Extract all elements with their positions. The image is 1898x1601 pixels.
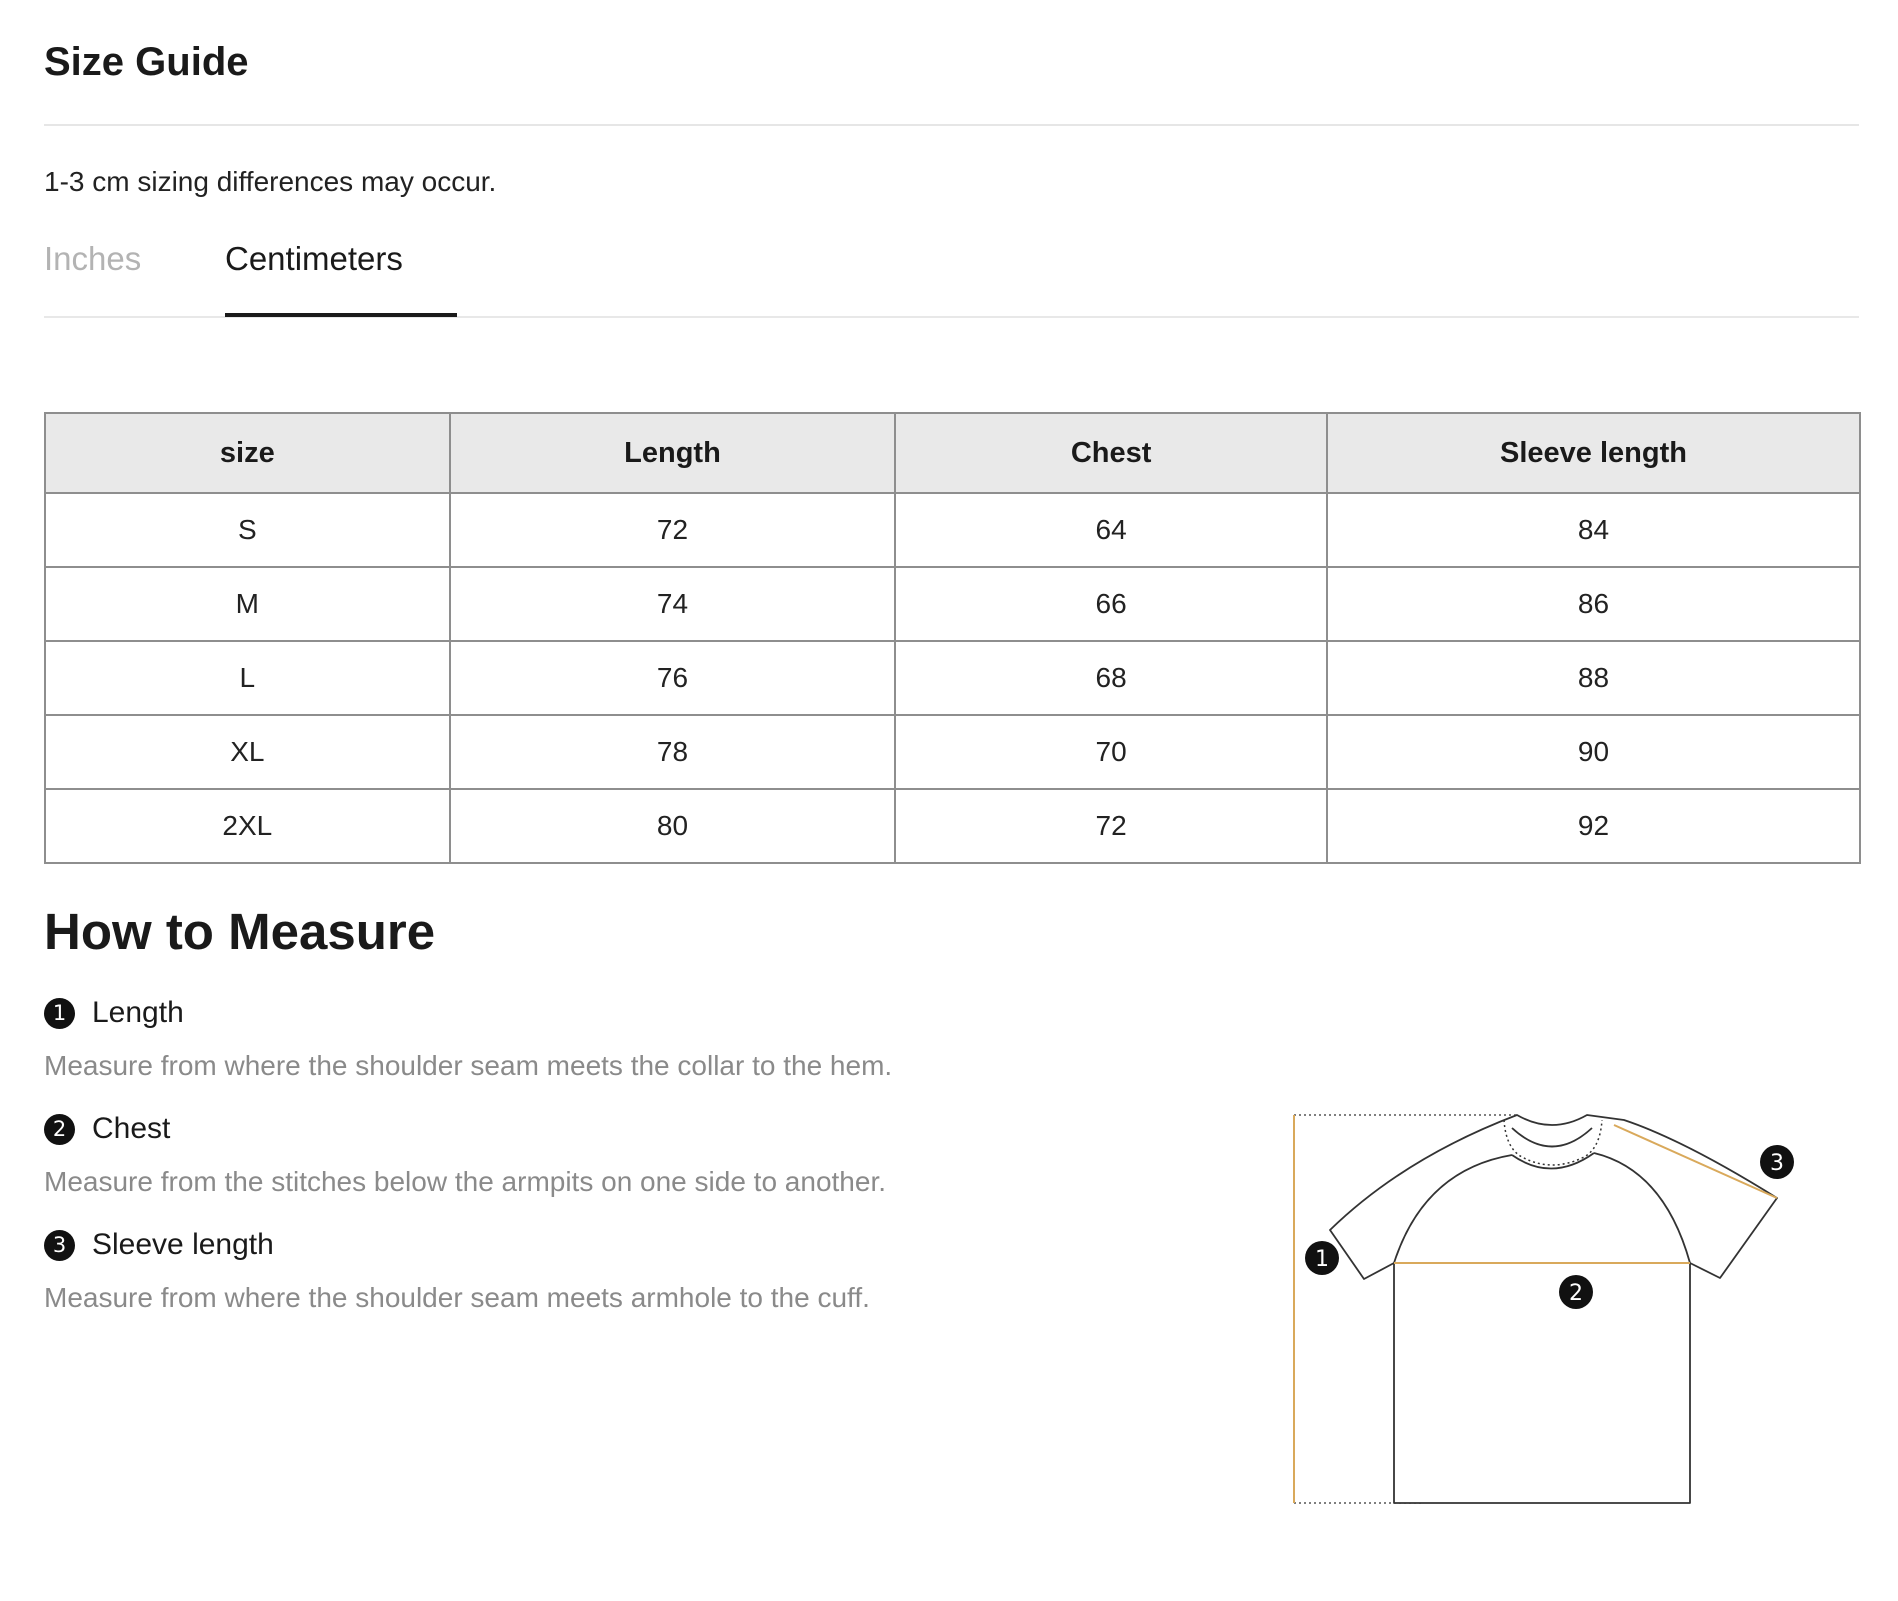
unit-tabs xyxy=(44,240,1859,318)
table-cell: 72 xyxy=(895,789,1327,863)
measure-item-sleeve-length xyxy=(44,1225,1144,1314)
tshirt-measurement-diagram xyxy=(1284,1080,1844,1540)
table-cell: 66 xyxy=(895,567,1327,641)
marker-2-label: 2 xyxy=(1569,1281,1583,1306)
table-cell: 80 xyxy=(450,789,896,863)
tab-centimeters[interactable]: Centimeters xyxy=(225,240,403,277)
column-header-chest: Chest xyxy=(895,413,1327,493)
table-cell: 86 xyxy=(1327,567,1860,641)
measure-description: Measure from where the shoulder seam meets the collar to the hem. xyxy=(44,1050,893,1081)
how-to-measure-title: How to Measure xyxy=(44,903,436,960)
measure-description: Measure from where the shoulder seam meets armhole to the cuff. xyxy=(44,1282,870,1313)
table-cell: 64 xyxy=(895,493,1327,567)
marker-1 xyxy=(1305,1241,1339,1275)
table-row xyxy=(45,715,1860,789)
measure-label: Length xyxy=(92,996,184,1029)
table-cell: 78 xyxy=(450,715,896,789)
measure-item-header xyxy=(44,993,1144,1033)
number-badge-2: 2 xyxy=(44,1114,75,1145)
marker-3-label: 3 xyxy=(1770,1151,1784,1176)
table-cell: 2XL xyxy=(45,789,450,863)
number-badge-3: 3 xyxy=(44,1230,75,1261)
table-cell: 88 xyxy=(1327,641,1860,715)
table-cell: 76 xyxy=(450,641,896,715)
table-row xyxy=(45,641,1860,715)
sizing-notice: 1-3 cm sizing differences may occur. xyxy=(44,166,497,197)
measure-label: Sleeve length xyxy=(92,1228,274,1261)
table-cell: 68 xyxy=(895,641,1327,715)
table-row xyxy=(45,493,1860,567)
table-cell: 70 xyxy=(895,715,1327,789)
column-header-sleeve-length: Sleeve length xyxy=(1327,413,1860,493)
size-table xyxy=(44,412,1861,864)
table-cell: 90 xyxy=(1327,715,1860,789)
measure-item-header xyxy=(44,1225,1144,1265)
active-tab-indicator xyxy=(225,313,457,317)
table-cell: 84 xyxy=(1327,493,1860,567)
number-badge-1: 1 xyxy=(44,998,75,1029)
table-cell: 92 xyxy=(1327,789,1860,863)
measure-item-chest xyxy=(44,1109,1144,1198)
measure-item-length xyxy=(44,993,1144,1082)
table-header-row xyxy=(45,413,1860,493)
table-cell: XL xyxy=(45,715,450,789)
table-cell: M xyxy=(45,567,450,641)
table-row xyxy=(45,567,1860,641)
table-cell: 74 xyxy=(450,567,896,641)
table-cell: L xyxy=(45,641,450,715)
table-row xyxy=(45,789,1860,863)
page-title: Size Guide xyxy=(44,40,249,84)
column-header-size: size xyxy=(45,413,450,493)
marker-1-label: 1 xyxy=(1315,1247,1329,1272)
table-cell: 72 xyxy=(450,493,896,567)
measure-item-header xyxy=(44,1109,1144,1149)
measure-description: Measure from the stitches below the armpits on one side to another. xyxy=(44,1166,887,1197)
marker-2 xyxy=(1559,1275,1593,1309)
tshirt-outline xyxy=(1330,1115,1777,1503)
column-header-length: Length xyxy=(450,413,896,493)
measure-label: Chest xyxy=(92,1112,171,1145)
tab-inches[interactable]: Inches xyxy=(44,240,142,277)
marker-3 xyxy=(1760,1145,1794,1179)
table-cell: S xyxy=(45,493,450,567)
header-divider xyxy=(44,124,1859,126)
